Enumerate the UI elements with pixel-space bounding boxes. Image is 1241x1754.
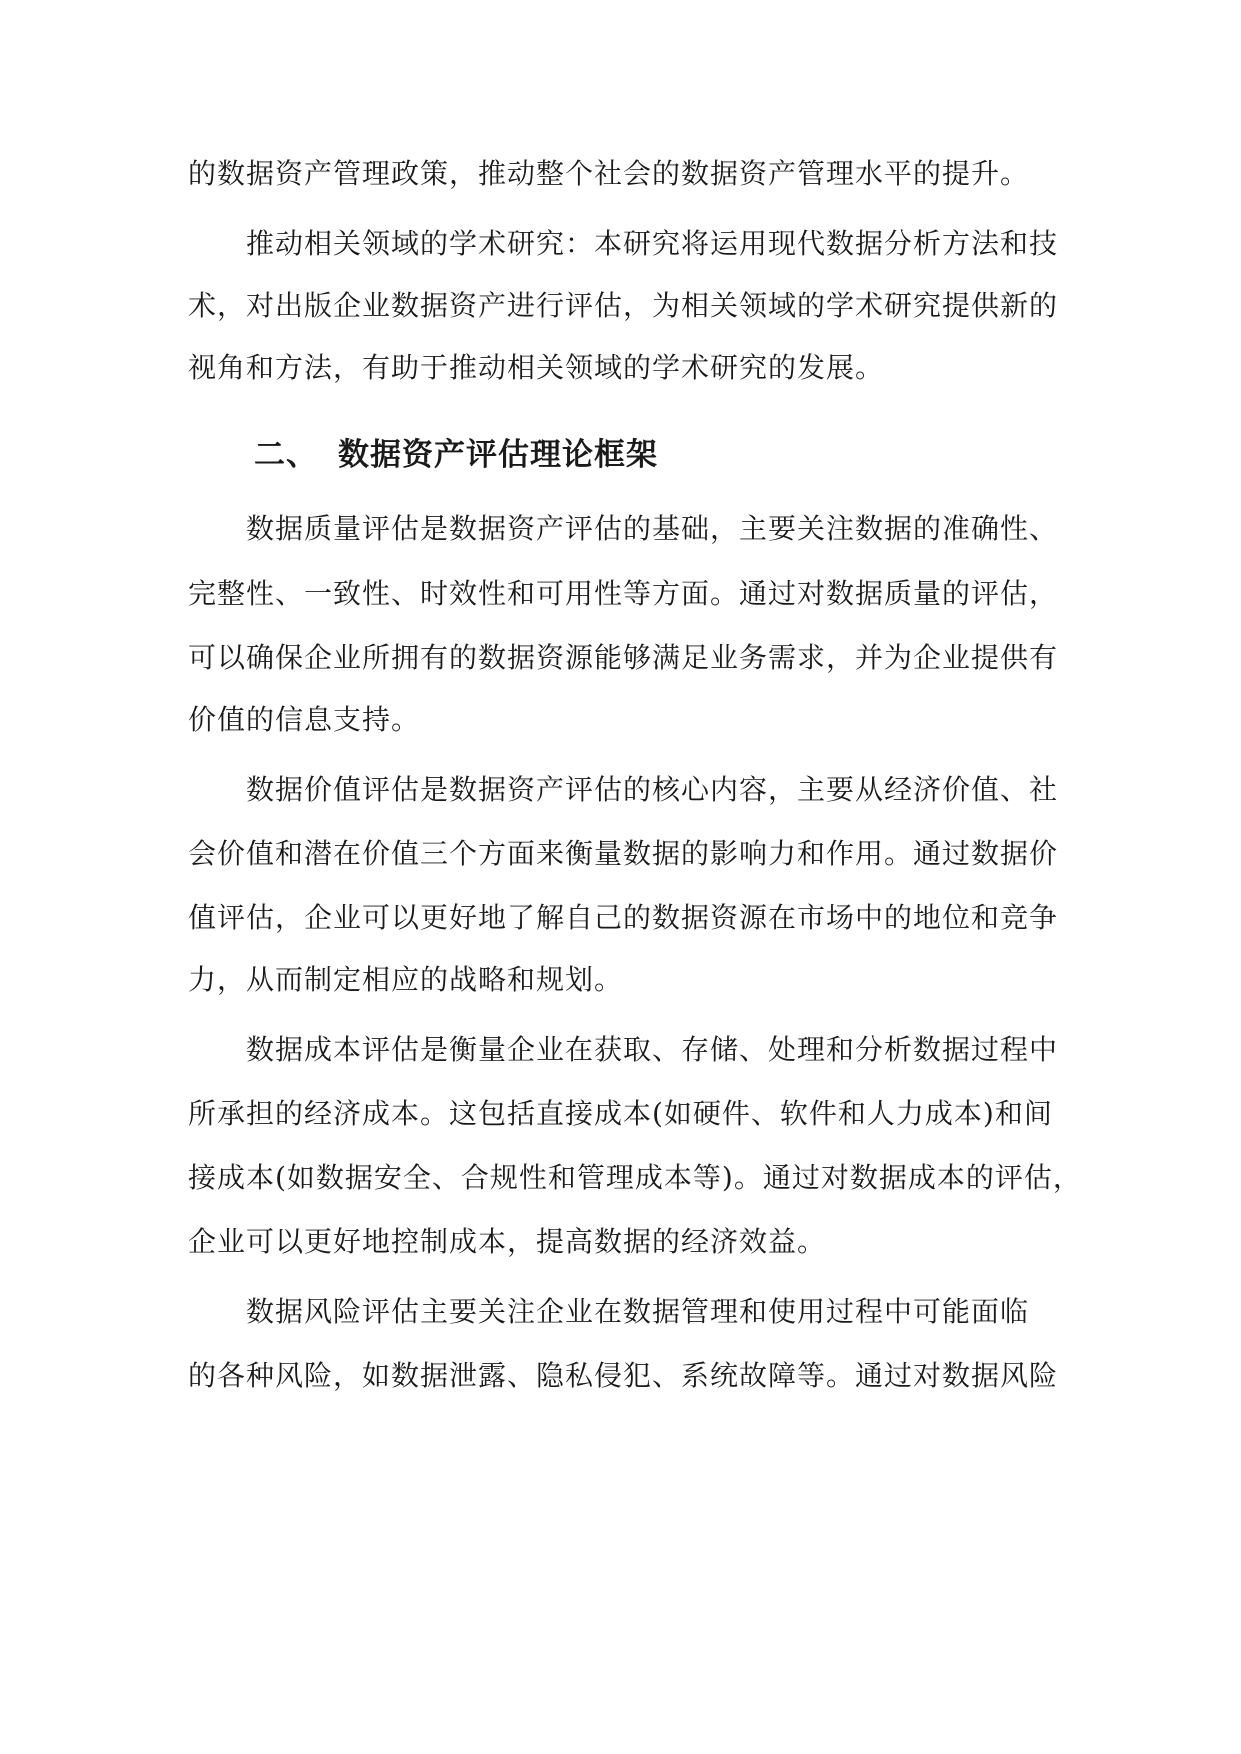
text-line: 会价值和潜在价值三个方面来衡量数据的影响力和作用。通过数据价	[188, 837, 1059, 870]
text-line: 视角和方法，有助于推动相关领域的学术研究的发展。	[188, 351, 885, 384]
text-line: 的数据资产管理政策，推动整个社会的数据资产管理水平的提升。	[188, 157, 1030, 190]
text-line: 企业可以更好地控制成本，提高数据的经济效益。	[188, 1225, 827, 1258]
text-line: 所承担的经济成本。这包括直接成本(如硬件、软件和人力成本)和间	[188, 1097, 1053, 1130]
paragraph-first-line: 数据成本评估是衡量企业在获取、存储、处理和分析数据过程中	[246, 1033, 1059, 1066]
text-line: 完整性、一致性、时效性和可用性等方面。通过对数据质量的评估，	[188, 577, 1059, 610]
text-line: 值评估，企业可以更好地了解自己的数据资源在市场中的地位和竞争	[188, 901, 1059, 934]
section-title: 数据资产评估理论框架	[338, 437, 658, 473]
paragraph-first-line: 数据风险评估主要关注企业在数据管理和使用过程中可能面临	[246, 1295, 1030, 1328]
section-number: 二、	[254, 437, 318, 473]
text-line: 价值的信息支持。	[188, 703, 421, 736]
paragraph-first-line: 数据价值评估是数据资产评估的核心内容，主要从经济价值、社	[246, 773, 1059, 806]
paragraph-first-line: 数据质量评估是数据资产评估的基础，主要关注数据的准确性、	[246, 512, 1059, 545]
paragraph-first-line: 推动相关领域的学术研究：本研究将运用现代数据分析方法和技	[246, 227, 1059, 260]
text-line: 接成本(如数据安全、合规性和管理成本等)。通过对数据成本的评估，	[188, 1161, 1082, 1194]
text-line: 的各种风险，如数据泄露、隐私侵犯、系统故障等。通过对数据风险	[188, 1359, 1059, 1392]
section-heading	[254, 434, 658, 476]
text-line: 可以确保企业所拥有的数据资源能够满足业务需求，并为企业提供有	[188, 641, 1059, 674]
text-line: 术，对出版企业数据资产进行评估，为相关领域的学术研究提供新的	[188, 289, 1059, 322]
text-line: 力，从而制定相应的战略和规划。	[188, 963, 624, 996]
